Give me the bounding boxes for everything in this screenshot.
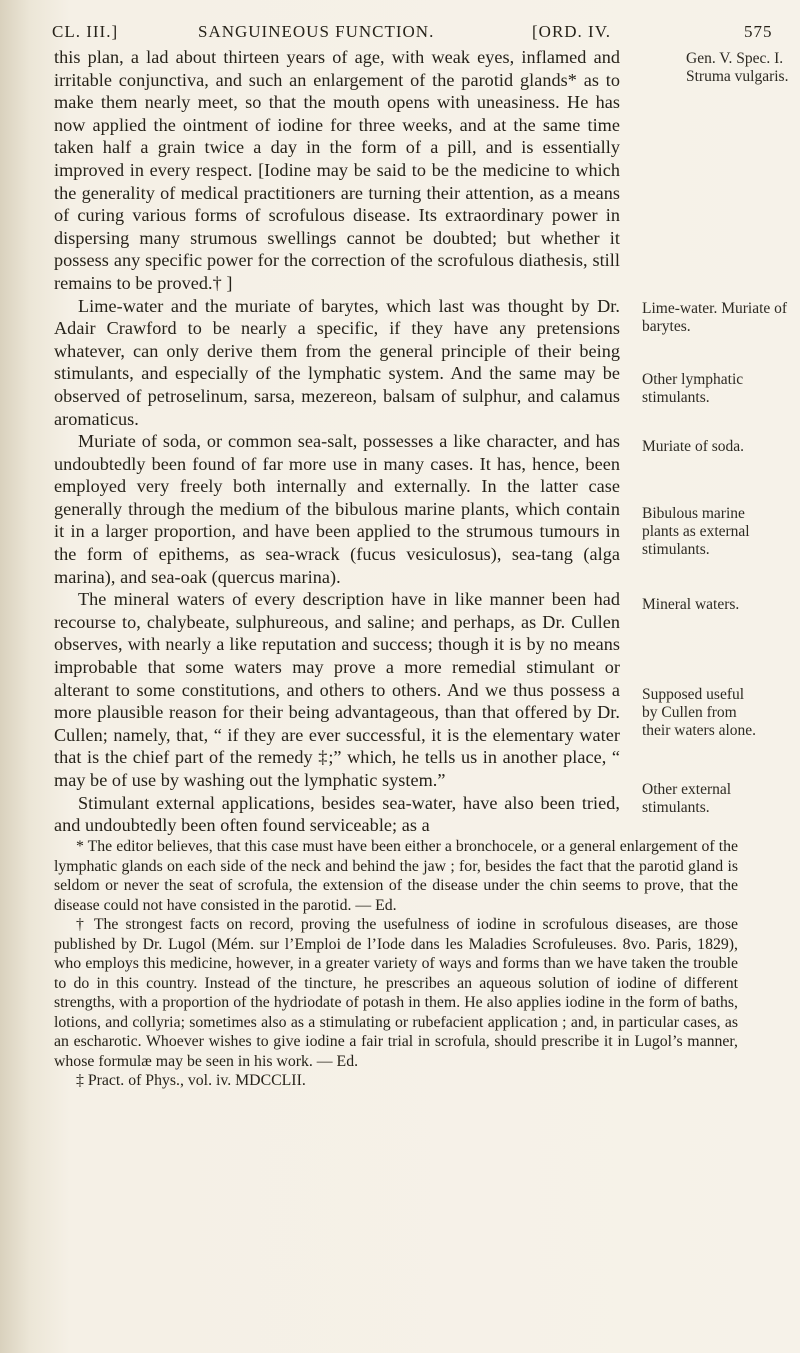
paragraph-continued: this plan, a lad about thirteen years of age, with weak eyes, inflamed and irritable conjunctiva, and such an enlargement of the parotid glands* as to make them nearly meet, so that the mouth opens with uneasiness. He has now applied the ointment of iodine for three weeks, and at the same time taken half a grain twice a day in the form of a pill, and is essentially improved in every respect. [Iodine may be said to be the medicine to which the generality of medical practitioners are turning their attention, as a means of curing various forms of scrofulous disease. Its extraordinary power in dispersing many strumous swellings cannot be doubted; but whether it possess any specific power for the correction of the scrofulous diathesis, still remains to be proved.† ] (54, 47, 620, 293)
footnote-lugol: † The strongest facts on record, proving the usefulness of iodine in scrofulous diseases, are those published by Dr. Lugol (Mém. sur l’Emploi de l’Iode dans les Maladies Scrofuleuses. 8vo. Paris, 1829), who employs this medicine, however, in a greater variety of ways and forms than we have taken the trouble to do in this country. Instead of the tincture, he prescribes an aqueous solution of iodine of different strengths, with a proportion of the hydriodate of potash in them. He also applies iodine in the form of baths, lotions, and collyria; sometimes also as a stimulating or rubefacient application ; and, in particular cases, as an escharotic. Whoever wishes to give iodine a fair trial in scrofula, should prescribe it in Lugol’s manner, whose formulæ may be seen in his work. — Ed. (54, 916, 738, 1070)
margin-note-mineral-waters: Mineral waters. (642, 596, 740, 613)
paragraph-mineral-waters: The mineral waters of every description have in like manner been had recourse to, chalybeate, sulphureous, and saline; and perhaps, as Dr. Cullen observes, with nearly a like reputation and success; though it is by no means improbable that some waters may prove a more remedial stimulant or alterant to some constitutions, and others to others. And we thus possess a more plausible reason for their being advantageous, than that offered by Dr. Cullen; namely, that, “ if they are ever successful, it is the elementary water that is the chief part of the remedy ‡;” which, he tells us in another place, “ may be of use by washing out the lymphatic system.” (54, 589, 620, 790)
footnotes (54, 837, 738, 1091)
running-title: SANGUINEOUS FUNCTION. (198, 22, 435, 41)
paragraph-external-applications: Stimulant external applications, besides sea-water, have also been tried, and undoubtedly been often found serviceable; as a (54, 792, 620, 836)
footnote-editor: * The editor believes, that this case must have been either a bronchocele, or a general enlargement of the lymphatic glands on each side of the neck and behind the jaw ; for, besides the fact that the parotid gland is seldom or never the seat of scrofula, the extension of the disease under the chin seems to prove, that the disease could not have consisted in the parotid. — Ed. (54, 838, 738, 914)
running-header (52, 14, 772, 44)
margin-note-genus: Gen. V. Spec. I. Struma vulgaris. (686, 50, 789, 85)
paragraph-lime-water: Lime-water and the muriate of barytes, which last was thought by Dr. Adair Crawford to be nearly a specific, if they have any pretensions whatever, can only derive them from the general principle of their being stimulants, and especially of the lymphatic system. And the same may be observed of petroselinum, sarsa, mezereon, balsam of sulphur, and calamus aromaticus. (54, 295, 620, 429)
margin-note-lime-water: Lime-water. Muriate of barytes. (642, 300, 788, 335)
margin-note-lymphatic-stimulants: Other lymphatic stimulants. (642, 371, 744, 406)
footnote-pract-phys: ‡ Pract. of Phys., vol. iv. MDCCLII. (76, 1072, 306, 1089)
body-text (54, 46, 620, 837)
margin-note-muriate-soda: Muriate of soda. (642, 438, 745, 455)
chapter-marker: CL. III.] (52, 22, 119, 41)
margin-note-external-stimulants: Other external stimulants. (642, 781, 732, 816)
margin-note-bibulous-plants: Bibulous marine plants as external stimulants. (642, 505, 750, 558)
margin-note-cullen: Supposed useful by Cullen from their waters alone. (642, 686, 757, 739)
order-marker: [ORD. IV. (532, 22, 612, 41)
page-number: 575 (744, 22, 773, 41)
paragraph-muriate-soda: Muriate of soda, or common sea-salt, possesses a like character, and has undoubtedly been found of far more use in many cases. It has, hence, been employed very freely both internally and externally. In the latter case generally through the medium of the bibulous marine plants, which contain it in a larger proportion, and have been applied to the strumous tumours in the form of epithems, as sea-wrack (fucus vesiculosus), sea-tang (alga marina), and sea-oak (quercus marina). (54, 431, 620, 587)
